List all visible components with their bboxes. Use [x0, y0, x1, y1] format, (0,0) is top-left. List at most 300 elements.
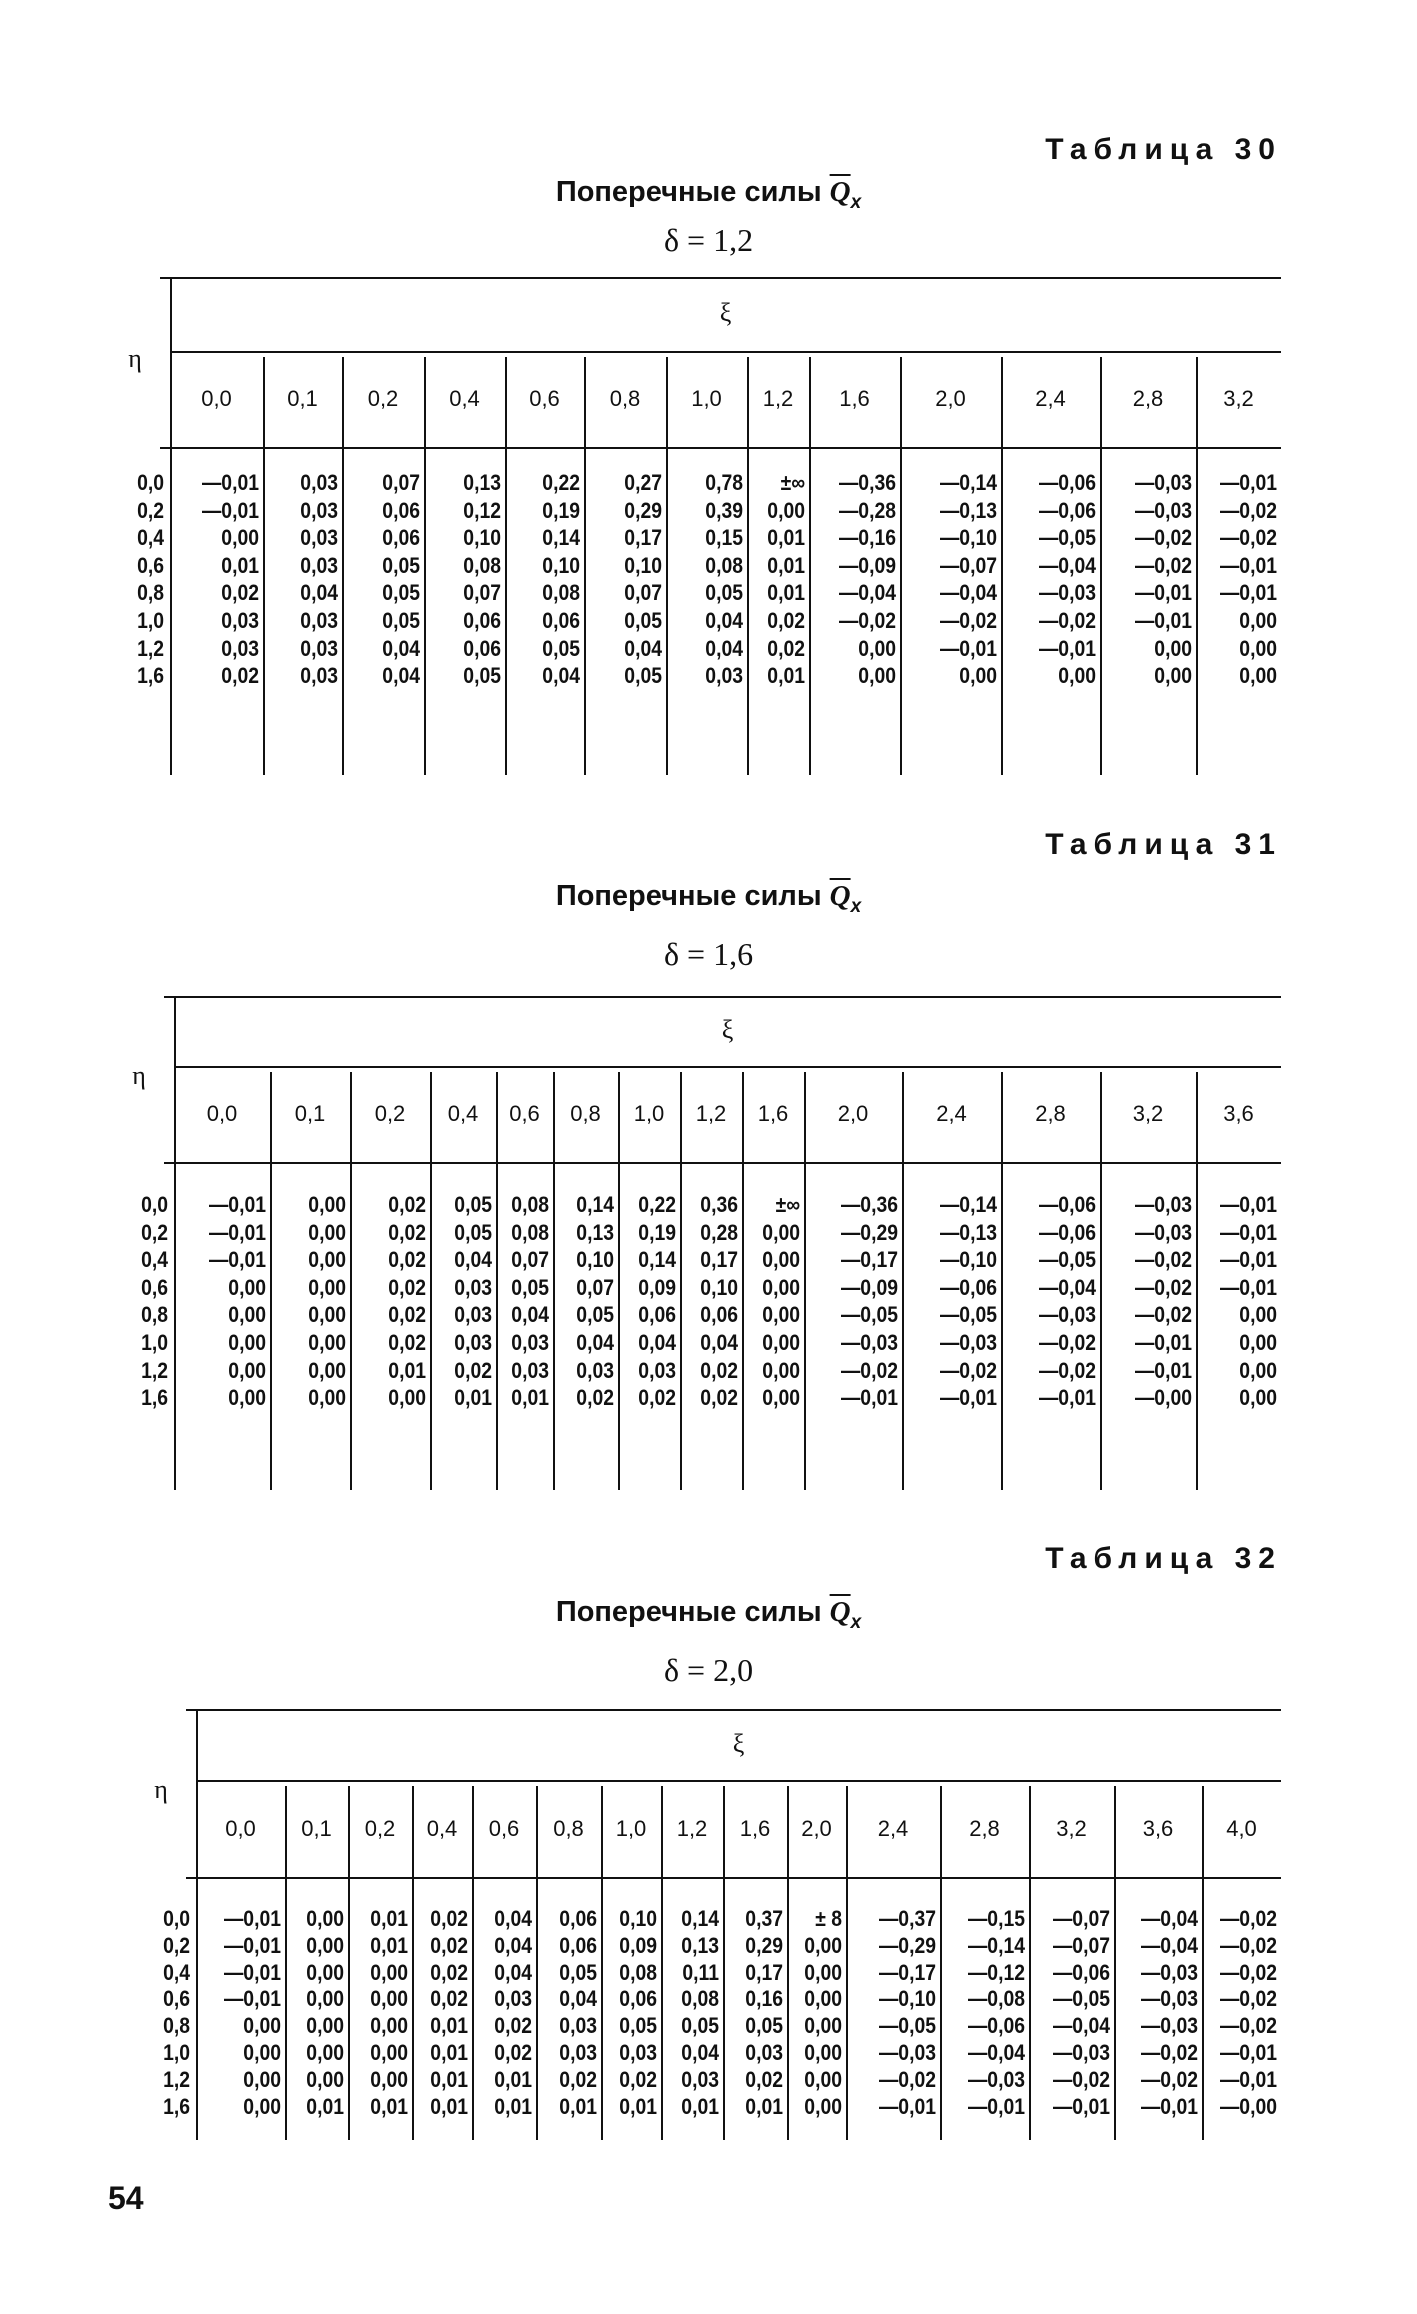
table-cell: 0,02 [619, 2066, 657, 2092]
xi-column-header: 0,8 [553, 1815, 584, 1841]
table-cell: —0,17 [840, 1247, 898, 1273]
table-cell: 0,01 [430, 2093, 468, 2119]
table-cell: ±∞ [780, 470, 805, 495]
table-cell: —0,01 [1219, 1247, 1277, 1273]
table-cell: —0,02 [838, 608, 896, 633]
table-cell: 0,11 [682, 1959, 719, 1985]
table-cell: —0,01 [1038, 635, 1096, 661]
table-cell: —0,02 [1038, 1330, 1096, 1355]
table-cell: 0,00 [306, 1906, 344, 1931]
xi-column-header: 0,4 [447, 1101, 479, 1126]
table-cell: 0,00 [308, 1330, 346, 1355]
table-cell: 0,06 [700, 1302, 738, 1328]
table-cell: —0,01 [1052, 2093, 1110, 2119]
xi-column-header: 1,6 [839, 386, 870, 411]
eta-value: 0,6 [137, 552, 164, 578]
table-cell: —0,15 [967, 1906, 1025, 1931]
table-cell: 0,04 [624, 635, 662, 661]
xi-column-header: 0,6 [529, 386, 560, 411]
table-cell: —0,09 [838, 552, 896, 578]
xi-column-header: 2,0 [801, 1815, 832, 1841]
table-cell: —0,01 [223, 1959, 281, 1985]
table-title [0, 880, 1417, 918]
table-cell: 0,01 [221, 552, 259, 578]
table-cell: —0,06 [1052, 1959, 1110, 1985]
table-cell: —0,01 [1219, 552, 1277, 578]
q-symbol: $\overline{Q}$ [829, 1596, 851, 1628]
table-cell: —0,03 [1140, 1986, 1198, 2012]
table-cell: —0,07 [1052, 1932, 1110, 1958]
table-cell: —0,03 [1038, 1302, 1096, 1328]
table-cell: 0,05 [382, 552, 420, 578]
xi-column-header: 3,2 [1132, 1101, 1164, 1126]
table-cell: 0,03 [300, 552, 338, 578]
table-cell: 0,04 [705, 635, 743, 661]
table-cell: 0,00 [762, 1219, 800, 1245]
table-cell: —0,00 [1219, 2093, 1277, 2119]
table-cell: 0,03 [221, 608, 259, 633]
table-cell: 0,00 [370, 1959, 408, 1985]
table-cell: —0,13 [939, 1219, 997, 1245]
table-cell: 0,03 [681, 2066, 719, 2092]
table-title [0, 1596, 1417, 1634]
table-cell: —0,01 [1134, 1357, 1192, 1383]
xi-column-header: 1,6 [757, 1101, 789, 1126]
table-cell: —0,14 [939, 470, 997, 495]
table-cell: 0,03 [300, 497, 338, 523]
table-cell: —0,02 [1134, 1302, 1192, 1328]
xi-column-header: 1,6 [739, 1815, 771, 1841]
delta-value: δ = 1,2 [663, 222, 754, 258]
eta-value: 0,2 [141, 1219, 168, 1245]
table-cell: 0,08 [463, 552, 501, 578]
table-cell: —0,03 [1140, 1959, 1198, 1985]
table-cell: 0,03 [745, 2040, 783, 2065]
table-cell: —0,03 [967, 2066, 1025, 2092]
table-cell: 0,01 [745, 2093, 783, 2119]
table-cell: —0,07 [1052, 1906, 1110, 1931]
delta-value: δ = 1,6 [663, 936, 754, 972]
table-cell: 0,02 [388, 1219, 426, 1245]
column-divider [505, 357, 507, 775]
table-cell: 0,14 [542, 525, 580, 551]
table-cell: 0,00 [804, 2040, 842, 2065]
xi-column-header: 2,4 [1035, 386, 1066, 411]
delta-value: δ = 2,0 [663, 1652, 754, 1688]
eta-value: 1,0 [163, 2040, 190, 2065]
title-text: Поперечные силы [555, 880, 822, 912]
xi-column-header: 2,8 [1132, 386, 1164, 411]
table-cell: 0,01 [370, 1906, 408, 1931]
table-cell: —0,03 [840, 1330, 898, 1355]
column-divider [270, 1072, 272, 1490]
table-cell: —0,02 [878, 2066, 936, 2092]
table-cell: 0,02 [576, 1385, 614, 1411]
xi-header: ξ [732, 1728, 745, 1758]
xi-column-header: 0,8 [609, 386, 641, 411]
table-cell: —0,04 [1140, 1906, 1198, 1931]
table-cell: 0,04 [494, 1906, 532, 1931]
eta-value: 1,6 [137, 663, 164, 689]
table-cell: 0,00 [804, 2013, 842, 2039]
table-cell: 0,05 [542, 635, 580, 661]
table-cell: 0,00 [1154, 635, 1192, 661]
table-top-rule [164, 996, 1281, 998]
eta-value: 0,0 [163, 1906, 190, 1931]
table-cell: —0,13 [939, 497, 997, 523]
table-cell: —0,01 [1134, 1330, 1192, 1355]
table-cell: 0,00 [228, 1330, 266, 1355]
table-title [0, 176, 1417, 214]
table-cell: 0,04 [681, 2040, 719, 2065]
table-cell: 0,00 [221, 525, 259, 551]
table-cell: —0,02 [1134, 1274, 1192, 1300]
column-divider [1100, 1072, 1102, 1490]
xi-rule [170, 351, 1281, 353]
table-cell: 0,14 [576, 1192, 614, 1217]
table-cell: —0,01 [840, 1385, 898, 1411]
table-cell: 0,03 [511, 1357, 549, 1383]
table-cell: 0,00 [370, 2066, 408, 2092]
table-cell: 0,06 [463, 608, 501, 633]
column-divider [1001, 1072, 1003, 1490]
table-cell: —0,01 [1219, 1192, 1277, 1217]
table-cell: 0,08 [511, 1192, 549, 1217]
table-cell: —0,02 [939, 608, 997, 633]
table-cell: —0,16 [838, 525, 896, 551]
table-cell: 0,00 [762, 1274, 800, 1300]
table-cell: —0,04 [838, 580, 896, 606]
table-cell: 0,10 [624, 552, 662, 578]
table-cell: 0,04 [638, 1330, 676, 1355]
eta-value: 0,8 [163, 2013, 190, 2039]
table-cell: 0,03 [300, 608, 338, 633]
table-cell: 0,08 [619, 1959, 657, 1985]
table-cell: —0,02 [840, 1357, 898, 1383]
table-cell: 0,01 [767, 663, 805, 689]
table-cell: 0,00 [243, 2040, 281, 2065]
xi-column-header: 0,8 [570, 1101, 601, 1126]
table-cell: 0,08 [705, 552, 743, 578]
table-cell: 0,05 [463, 663, 501, 689]
table-cell: 0,00 [228, 1385, 266, 1411]
table-cell: —0,36 [838, 470, 896, 495]
table-cell: 0,05 [624, 608, 662, 633]
eta-value: 0,4 [137, 525, 164, 551]
table-cell: 0,00 [1239, 1330, 1277, 1355]
xi-column-header: 1,2 [762, 386, 794, 411]
table-cell: 0,06 [559, 1906, 597, 1931]
table-cell: 0,00 [762, 1302, 800, 1328]
table-label: Таблица 31 [1045, 828, 1282, 861]
table-cell: —0,01 [1219, 1219, 1277, 1245]
table-cell: 0,17 [745, 1959, 783, 1985]
table-cell: 0,02 [388, 1247, 426, 1273]
table-cell: —0,02 [1219, 2013, 1277, 2039]
table-cell: 0,00 [762, 1330, 800, 1355]
table-cell: —0,10 [939, 525, 997, 551]
table-cell: 0,07 [511, 1247, 549, 1273]
table-cell: —0,01 [223, 1986, 281, 2012]
eta-value: 1,0 [141, 1330, 168, 1355]
xi-column-header: 0,6 [488, 1815, 520, 1841]
xi-column-header: 2,0 [837, 1101, 869, 1126]
table-cell: —0,03 [1134, 470, 1192, 495]
table-cell: 0,12 [463, 497, 501, 523]
table-cell: 0,06 [542, 608, 580, 633]
table-cell: 0,03 [300, 635, 338, 661]
header-rule [186, 1877, 1281, 1879]
table-cell: ± 8 [815, 1906, 842, 1931]
table-cell: —0,03 [1140, 2013, 1198, 2039]
table-cell: 0,07 [624, 580, 662, 606]
table-cell: 0,05 [705, 580, 743, 606]
table-cell: 0,08 [511, 1219, 549, 1245]
table-top-rule [160, 277, 1281, 279]
table-cell: —0,00 [1134, 1385, 1192, 1411]
table-cell: 0,00 [767, 497, 805, 523]
table-cell: 0,00 [306, 2066, 344, 2092]
column-divider [430, 1072, 432, 1490]
table-cell: 0,00 [228, 1357, 266, 1383]
title-text: Поперечные силы [555, 1596, 822, 1628]
table-cell: 0,00 [1239, 635, 1277, 661]
table-cell: —0,06 [1038, 470, 1096, 495]
table-cell: —0,05 [878, 2013, 936, 2039]
xi-column-header: 1,2 [676, 1815, 708, 1841]
eta-value: 1,0 [137, 608, 164, 633]
table-cell: 0,01 [388, 1357, 426, 1383]
table-cell: —0,29 [840, 1219, 898, 1245]
table-cell: 0,01 [767, 552, 805, 578]
table-cell: —0,06 [939, 1274, 997, 1300]
table-cell: 0,05 [382, 580, 420, 606]
q-symbol: $\overline{Q}$ [829, 880, 851, 912]
eta-value: 0,6 [163, 1986, 190, 2012]
table-cell: —0,10 [939, 1247, 997, 1273]
column-divider [618, 1072, 620, 1490]
table-cell: —0,04 [1038, 1274, 1096, 1300]
table-cell: 0,03 [454, 1330, 492, 1355]
table-cell: 0,01 [559, 2093, 597, 2119]
table-cell: 0,19 [638, 1219, 676, 1245]
table-cell: 0,02 [388, 1274, 426, 1300]
table-cell: 0,02 [388, 1330, 426, 1355]
table-cell: —0,01 [939, 635, 997, 661]
table-cell: 0,29 [745, 1932, 783, 1958]
table-cell: —0,04 [1052, 2013, 1110, 2039]
table-cell: 0,00 [308, 1192, 346, 1217]
table-cell: 0,04 [454, 1247, 492, 1273]
table-cell: 0,02 [494, 2040, 532, 2065]
table-cell: —0,05 [1038, 1247, 1096, 1273]
table-cell: 0,13 [463, 470, 501, 495]
table-cell: 0,00 [370, 1986, 408, 2012]
table-cell: 0,01 [370, 1932, 408, 1958]
table-cell: 0,06 [559, 1932, 597, 1958]
table-cell: —0,03 [1134, 497, 1192, 523]
table-cell: —0,28 [838, 497, 896, 523]
xi-column-header: 0,2 [374, 1101, 406, 1126]
table-cell: 0,00 [308, 1302, 346, 1328]
column-divider [809, 357, 811, 775]
table-cell: —0,02 [1134, 525, 1192, 551]
table-cell: —0,02 [1219, 497, 1277, 523]
q-subscript: x [850, 1611, 862, 1633]
xi-column-header: 2,0 [935, 386, 966, 411]
table-cell: 0,00 [308, 1385, 346, 1411]
table-cell: —0,06 [1038, 497, 1096, 523]
table-cell: —0,29 [878, 1932, 936, 1958]
table-cell: 0,00 [306, 2013, 344, 2039]
eta-value: 0,2 [137, 497, 164, 523]
table-cell: —0,01 [208, 1219, 266, 1245]
table-cell: —0,02 [1052, 2066, 1110, 2092]
page-number: 54 [108, 2180, 144, 2216]
table-cell: 0,03 [300, 525, 338, 551]
column-divider [553, 1072, 555, 1490]
table-cell: 0,03 [454, 1302, 492, 1328]
xi-column-header: 2,4 [936, 1101, 967, 1126]
table-cell: 0,00 [762, 1357, 800, 1383]
table-cell: —0,02 [1219, 1906, 1277, 1931]
table-cell: —0,01 [1134, 608, 1192, 633]
q-subscript: x [850, 895, 862, 917]
table-cell: 0,00 [308, 1247, 346, 1273]
column-divider [1001, 357, 1003, 775]
table-cell: 0,02 [430, 1932, 468, 1958]
table-cell: 0,03 [511, 1330, 549, 1355]
table-cell: —0,04 [1140, 1932, 1198, 1958]
column-divider [424, 357, 426, 775]
eta-value: 0,0 [141, 1192, 168, 1217]
xi-column-header: 0,4 [426, 1815, 458, 1841]
eta-value: 1,2 [137, 635, 164, 661]
table-cell: 0,04 [559, 1986, 597, 2012]
table-cell: 0,00 [858, 635, 896, 661]
table-cell: 0,00 [762, 1247, 800, 1273]
table-cell: 0,03 [454, 1274, 492, 1300]
eta-value: 1,6 [141, 1385, 168, 1411]
table-cell: —0,05 [1038, 525, 1096, 551]
column-divider [902, 1072, 904, 1490]
table-cell: 0,03 [300, 663, 338, 689]
table-cell: 0,15 [705, 525, 743, 551]
table-cell: 0,39 [705, 497, 743, 523]
table-cell: 0,01 [511, 1385, 549, 1411]
table-cell: 0,02 [559, 2066, 597, 2092]
table-cell: 0,03 [494, 1986, 532, 2012]
column-divider [496, 1072, 498, 1490]
table-cell: —0,01 [208, 1247, 266, 1273]
table-cell: 0,03 [559, 2040, 597, 2065]
table-cell: ±∞ [775, 1192, 800, 1217]
xi-column-header: 0,0 [225, 1815, 256, 1841]
table-cell: 0,03 [705, 663, 743, 689]
table-cell: —0,01 [1219, 580, 1277, 606]
eta-value: 1,2 [163, 2066, 190, 2092]
table-cell: —0,08 [967, 1986, 1025, 2012]
table-cell: 0,08 [542, 580, 580, 606]
table-cell: 0,00 [959, 663, 997, 689]
table-cell: —0,07 [939, 552, 997, 578]
xi-column-header: 1,0 [615, 1815, 647, 1841]
table-cell: —0,05 [840, 1302, 898, 1328]
xi-column-header: 3,2 [1223, 386, 1254, 411]
table-cell: 0,14 [681, 1906, 719, 1931]
xi-column-header: 1,2 [695, 1101, 727, 1126]
table-cell: 0,06 [463, 635, 501, 661]
header-rule [160, 447, 1281, 449]
eta-header: η [154, 1775, 168, 1804]
xi-column-header: 0,6 [509, 1101, 540, 1126]
eta-value: 0,4 [141, 1247, 168, 1273]
column-divider [1100, 357, 1102, 775]
table-cell: 0,02 [638, 1385, 676, 1411]
table-cell: 0,04 [300, 580, 338, 606]
table-cell: —0,02 [1134, 552, 1192, 578]
table-cell: 0,36 [700, 1192, 738, 1217]
table-cell: —0,12 [967, 1959, 1025, 1985]
eta-value: 0,8 [137, 580, 164, 606]
table-cell: —0,03 [1038, 580, 1096, 606]
table-cell: —0,05 [1052, 1986, 1110, 2012]
xi-column-header: 0,4 [449, 386, 480, 411]
table-cell: 0,00 [388, 1385, 426, 1411]
table-cell: 0,00 [306, 1932, 344, 1958]
table-cell: 0,06 [382, 497, 420, 523]
table-cell: —0,06 [967, 2013, 1025, 2039]
table-cell: 0,07 [463, 580, 501, 606]
table-cell: 0,00 [804, 1986, 842, 2012]
table-cell: 0,05 [576, 1302, 614, 1328]
table-cell: 0,05 [745, 2013, 783, 2039]
table-cell: 0,00 [228, 1274, 266, 1300]
xi-column-header: 2,4 [877, 1815, 909, 1841]
table-cell: 0,08 [681, 1986, 719, 2012]
table-cell: —0,02 [1219, 1986, 1277, 2012]
table-cell: —0,02 [1038, 1357, 1096, 1383]
table-cell: —0,01 [1219, 2040, 1277, 2065]
table-cell: 0,00 [858, 663, 896, 689]
table-cell: 0,10 [700, 1274, 738, 1300]
table-cell: 0,02 [221, 663, 259, 689]
title-text: Поперечные силы [555, 176, 822, 208]
eta-header: η [132, 1061, 146, 1090]
table-cell: —0,05 [939, 1302, 997, 1328]
table-cell: —0,09 [840, 1274, 898, 1300]
table-cell: 0,06 [619, 1986, 657, 2012]
table-cell: 0,09 [638, 1274, 676, 1300]
table-cell: 0,22 [638, 1192, 676, 1217]
table-cell: 0,00 [804, 1959, 842, 1985]
table-cell: 0,00 [1058, 663, 1096, 689]
table-cell: —0,02 [939, 1357, 997, 1383]
q-symbol: $\overline{Q}$ [829, 176, 851, 208]
column-divider [1196, 357, 1198, 775]
eta-header: η [128, 344, 142, 373]
table-cell: 0,02 [700, 1385, 738, 1411]
table-cell: —0,02 [1219, 1959, 1277, 1985]
table-cell: —0,02 [1219, 1932, 1277, 1958]
table-cell: 0,28 [700, 1219, 738, 1245]
table-cell: 0,00 [306, 2040, 344, 2065]
table-cell: 0,02 [430, 1986, 468, 2012]
xi-column-header: 0,2 [364, 1815, 396, 1841]
table-cell: 0,04 [382, 635, 420, 661]
table-cell: —0,37 [878, 1906, 936, 1931]
table-cell: —0,10 [878, 1986, 936, 2012]
